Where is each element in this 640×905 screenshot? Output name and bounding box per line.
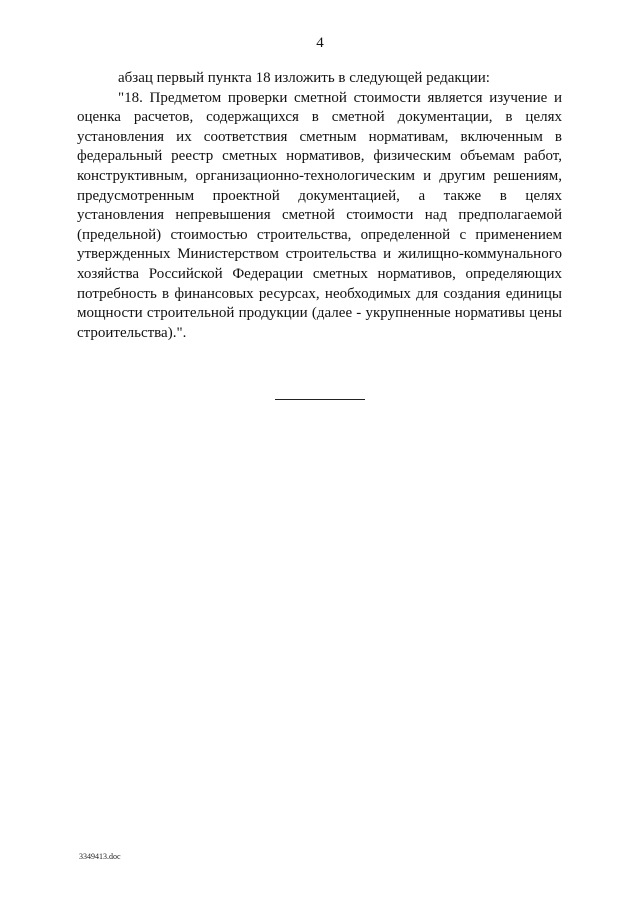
quote-line: оценка расчетов, содержащихся в сметной документации, в целях <box>77 109 562 126</box>
quote-line: установления их соответствия сметным нормативам, включенным в <box>77 128 562 145</box>
end-separator-line <box>275 399 365 400</box>
intro-line: абзац первый пункта 18 изложить в следующей редакции: <box>118 70 490 86</box>
page-number: 4 <box>316 35 324 51</box>
quote-line: (предельной) стоимостью строительства, определенной с применением <box>77 226 562 243</box>
quote-line: строительства).". <box>77 324 187 341</box>
quote-line: предусмотренным проектной документацией, а также в целях <box>77 187 562 204</box>
quote-line: утвержденных Министерством строительства и жилищно-коммунального <box>77 246 562 263</box>
quote-line: хозяйства Российской Федерации сметных нормативов, определяющих <box>77 265 562 282</box>
document-code: 3349413.doc <box>79 852 121 861</box>
quote-line: потребность в финансовых ресурсах, необходимых для создания единицы <box>77 285 562 302</box>
quote-line: установления непревышения сметной стоимости над предполагаемой <box>77 207 562 224</box>
quote-line: федеральный реестр сметных нормативов, физическим объемам работ, <box>77 148 562 165</box>
quote-line: мощности строительной продукции (далее - укрупненные нормативы цены <box>77 305 562 322</box>
amendment-text <box>77 69 562 343</box>
quote-line: "18. Предметом проверки сметной стоимости является изучение и <box>118 89 562 106</box>
quote-line: конструктивным, организационно-технологическим и другим решениям, <box>77 167 562 184</box>
